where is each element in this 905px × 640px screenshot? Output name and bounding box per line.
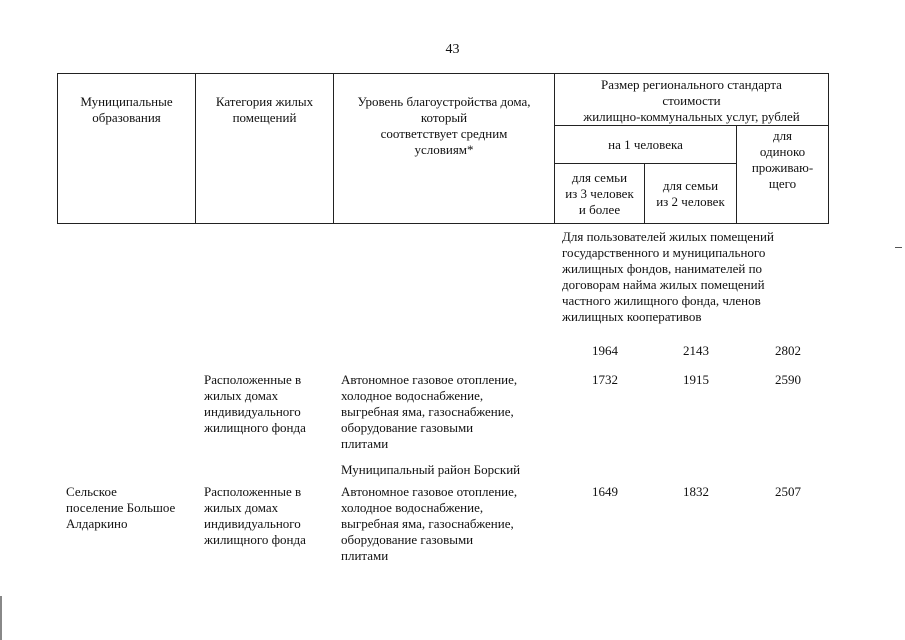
section-note: Для пользователей жилых помещений государственного и муниципального жилищных фондов, нанимателей по договорам найма жилых помещений частного жилищного фонда, членов жилищных кооперативов: [562, 229, 774, 324]
row-2-value-family3: 1649: [592, 484, 618, 499]
row-1-value-family3: 1732: [592, 372, 618, 387]
row-1-value-family2: 1915: [683, 372, 709, 387]
row-0-value-family2: 2143: [683, 343, 709, 358]
header-family2-label: для семьи из 2 человек: [656, 177, 725, 209]
header-per-person-label: на 1 человека: [608, 136, 683, 152]
scan-mark-left: [0, 596, 2, 640]
header-cell-family3: [555, 164, 645, 224]
header-single-label: для одиноко проживаю- щего: [751, 128, 814, 191]
header-municipal-label: Муниципальные образования: [80, 94, 173, 125]
header-cell-per-person: [555, 126, 737, 164]
row-1-value-single: 2590: [775, 372, 801, 387]
scan-mark-right: [895, 247, 902, 248]
header-level-label: Уровень благоустройства дома, который соответствует средним условиям*: [357, 94, 531, 157]
header-category-label: Категория жилых помещений: [215, 94, 314, 125]
header-size-label: Размер регионального стандарта стоимости жилищно-коммунальных услуг, рублей: [583, 77, 800, 124]
row-1-category: Расположенные в жилых домах индивидуального жилищного фонда: [204, 372, 306, 435]
header-cell-level: [334, 74, 555, 224]
row-2-value-single: 2507: [775, 484, 801, 499]
header-cell-category: [196, 74, 334, 224]
row-0-value-single: 2802: [775, 343, 801, 358]
header-cell-municipal: [58, 74, 196, 224]
row-2-municipal: Сельское поселение Большое Алдаркино: [66, 484, 176, 531]
header-cell-family2: [645, 164, 737, 224]
header-cell-size: [555, 74, 829, 126]
row-1-level: Автономное газовое отопление, холодное водоснабжение, выгребная яма, газоснабжение, оборудование газовыми плитами: [341, 372, 518, 451]
district-title: Муниципальный район Борский: [341, 462, 521, 477]
row-2-level: Автономное газовое отопление, холодное водоснабжение, выгребная яма, газоснабжение, оборудование газовыми плитами: [341, 484, 518, 563]
header-family3-label: для семьи из 3 человек и более: [565, 170, 634, 217]
row-2-category: Расположенные в жилых домах индивидуального жилищного фонда: [204, 484, 306, 547]
header-cell-single: [737, 126, 829, 224]
page-number: 43: [445, 42, 460, 57]
row-2-value-family2: 1832: [683, 484, 709, 499]
row-0-value-family3: 1964: [592, 343, 618, 358]
table-header: [57, 73, 829, 224]
